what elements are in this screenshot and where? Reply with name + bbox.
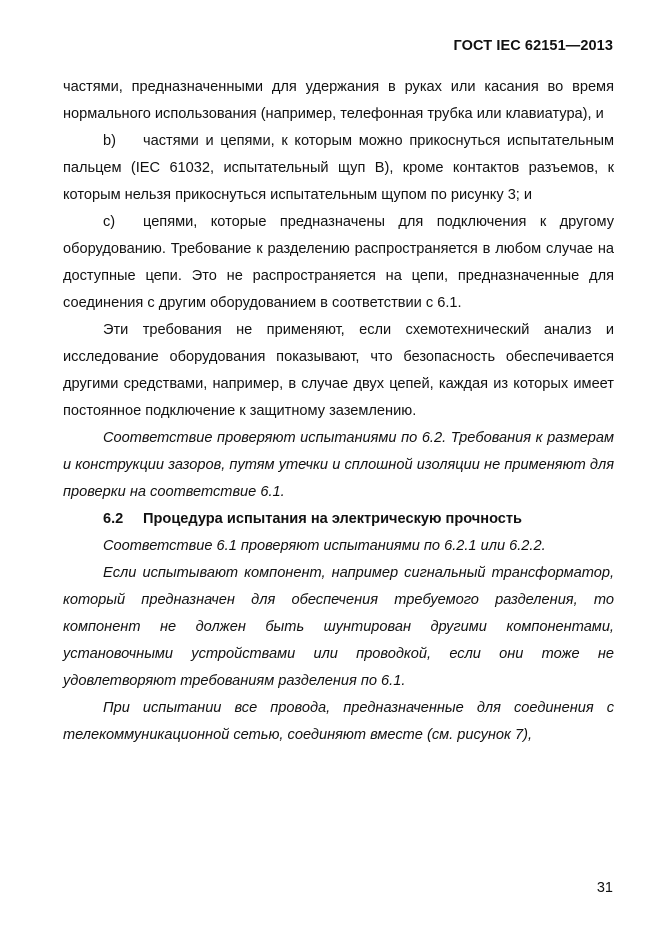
list-item-b-text: частями и цепями, к которым можно прикоснуться испытательным пальцем (IEC 61032, испытательный щуп B), кроме контактов разъемов, к которым нельзя прикоснуться испытательным щупом по рисунку 3; и: [63, 133, 614, 203]
paragraph-requirements: Эти требования не применяют, если схемотехнический анализ и исследование оборудования показывают, что безопасность обеспечивается другими средствами, например, в случае двух цепей, каждая из которых имеет постоянное подключение к защитному заземлению.: [63, 322, 614, 419]
page-number: 31: [596, 880, 613, 896]
page-body: [63, 74, 614, 749]
document-code-header: ГОСТ IEC 62151—2013: [453, 38, 613, 54]
list-item-c-text: цепями, которые предназначены для подключения к другому оборудованию. Требование к разделению распространяется в любом случае на доступные цепи. Это не распространяется на цепи, предназначенные для соединения с другим оборудованием в соответствии с 6.1.: [63, 214, 614, 311]
section-paragraph-1: Соответствие 6.1 проверяют испытаниями по 6.2.1 или 6.2.2.: [103, 538, 546, 554]
section-heading: [63, 506, 614, 533]
list-marker-c: c): [103, 214, 116, 230]
section-paragraph-3: При испытании все провода, предназначенные для соединения с телекоммуникационной сетью, соединяют вместе (см. рисунок 7),: [63, 700, 614, 743]
list-item-c: [63, 209, 614, 317]
section-paragraph-2: Если испытывают компонент, например сигнальный трансформатор, который предназначен для обеспечения требуемого разделения, то компонент не должен быть шунтирован другими компонентами, установочными устройствами или проводкой, если они тоже не удовлетворяют требованиям разделения по 6.1.: [63, 565, 614, 689]
list-marker-b: b): [103, 133, 116, 149]
section-title: Процедура испытания на электрическую прочность: [143, 511, 523, 527]
list-item-b: [63, 128, 614, 209]
section-number: 6.2: [103, 511, 124, 527]
paragraph-continuation: частями, предназначенными для удержания в руках или касания во время нормального использования (например, телефонная трубка или клавиатура), и: [63, 79, 614, 122]
paragraph-compliance: Соответствие проверяют испытаниями по 6.2. Требования к размерам и конструкции зазоров, путям утечки и сплошной изоляции не применяют для проверки на соответствие 6.1.: [63, 430, 614, 500]
